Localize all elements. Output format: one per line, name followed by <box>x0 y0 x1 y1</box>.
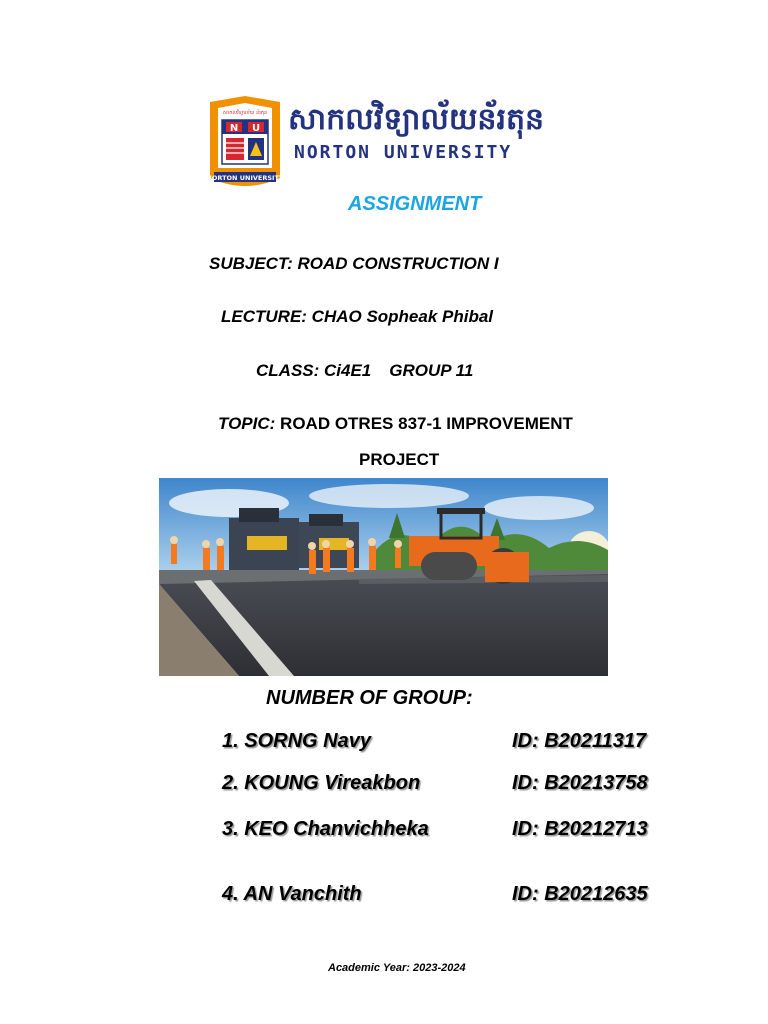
member-name: 4. AN Vanchith <box>222 883 362 905</box>
lecture-line: LECTURE: CHAO Sopheak Phibal <box>221 307 494 326</box>
university-name: NORTON UNIVERSITY <box>294 142 513 163</box>
group-label: GROUP 11 <box>389 361 474 380</box>
member-name: 2. KOUNG Vireakbon <box>222 772 421 794</box>
logo-banner-text: NORTON UNIVERSITY <box>206 174 284 182</box>
member-id: ID: B20212713 <box>512 818 648 840</box>
class-line <box>256 361 473 381</box>
member-name: 1. SORNG Navy <box>222 730 371 752</box>
logo-initial-u: U <box>251 123 261 134</box>
logo-ring-text: សាកលវិទ្យាល័យ ន័រតុន <box>222 110 268 116</box>
group-heading: NUMBER OF GROUP: <box>266 687 473 709</box>
topic-label: TOPIC: <box>218 414 276 433</box>
member-id: ID: B20213758 <box>512 772 648 794</box>
member-name: 3. KEO Chanvichheka <box>222 818 429 840</box>
member-id: ID: B20212635 <box>512 883 648 905</box>
topic-text: ROAD OTRES 837-1 IMPROVEMENT <box>280 414 573 433</box>
subject-line: SUBJECT: ROAD CONSTRUCTION I <box>209 254 499 273</box>
topic-text-continued: PROJECT <box>359 450 440 469</box>
assignment-title: ASSIGNMENT <box>348 193 482 215</box>
road-construction-photo <box>159 478 608 676</box>
class-label: CLASS: Ci4E1 <box>256 361 372 380</box>
member-id: ID: B20211317 <box>512 730 647 752</box>
topic-line <box>218 414 573 434</box>
academic-year: Academic Year: 2023-2024 <box>328 962 466 974</box>
university-khmer-name: សាកលវិទ្យាល័យន័រតុន <box>288 102 545 137</box>
university-logo <box>206 94 284 198</box>
logo-initial-n: N <box>229 123 239 134</box>
